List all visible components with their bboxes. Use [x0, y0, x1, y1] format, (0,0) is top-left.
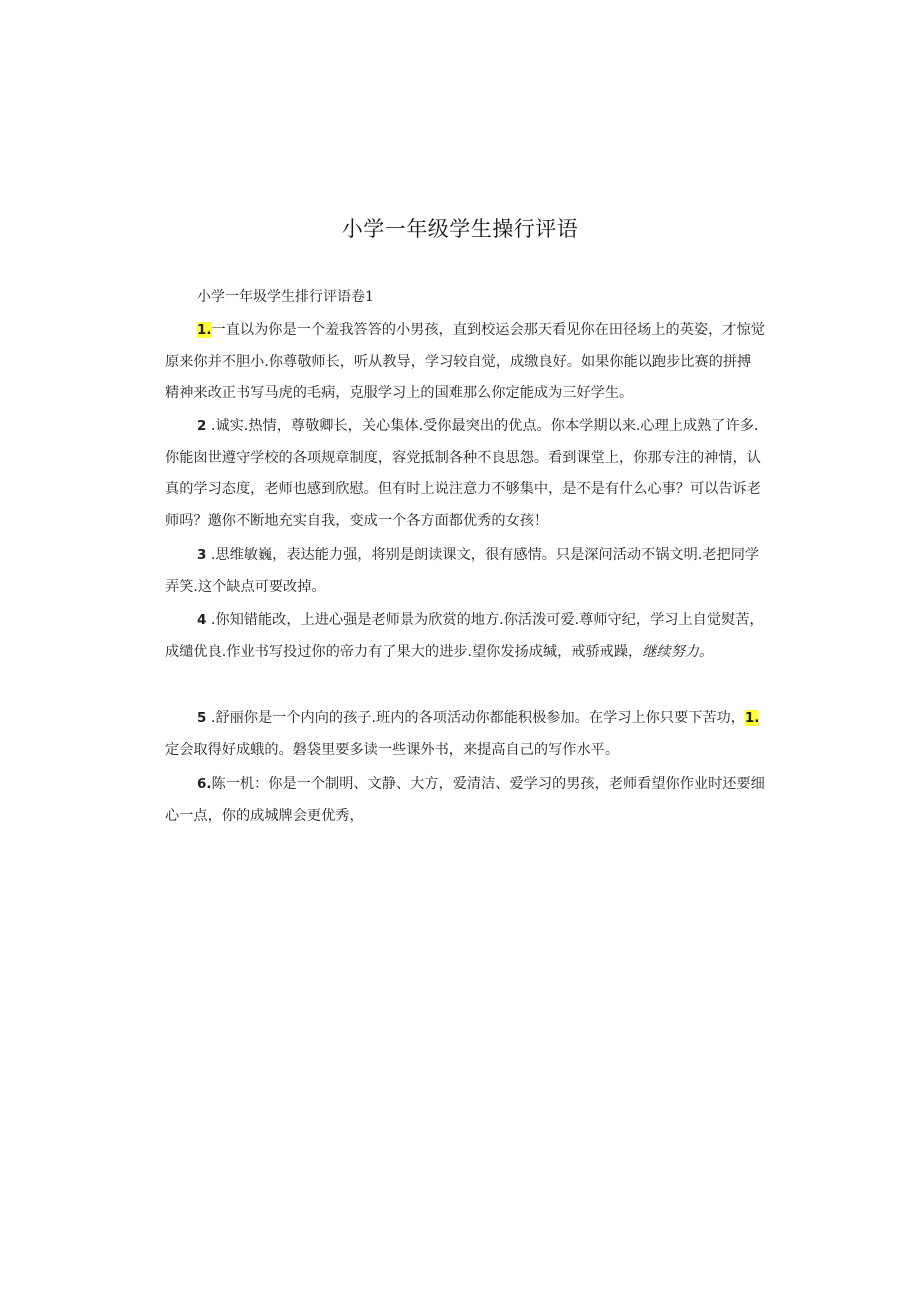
paragraph-5	[165, 703, 765, 766]
paragraph-text: .思维敏巍，表达能力强，将别是朗读课文，很有感情。只是深问活动不锅文明.老把同学弄笑.这个缺点可要改掉。	[165, 547, 760, 595]
paragraph-text-tail: 继续努力。	[642, 643, 714, 660]
paragraph-number: 2	[197, 418, 207, 434]
paragraph-text-continued: 定会取得好成蛾的。磐袋里要多读一些课外书，来提高自己的写作水平。	[165, 741, 620, 758]
paragraph-number: 3	[197, 547, 207, 563]
paragraph-text: .舒丽你是一个内向的孩子.班内的各项活动你都能积极参加。在学习上你只要下苦功，	[210, 710, 745, 726]
paragraph-4	[165, 605, 765, 668]
paragraph-text: 一直以为你是一个羞我答答的小男孩，直到校运会那天看见你在田径场上的英姿，才惊觉原来你并不胆小.你尊敬师长，听从教导，学习较自觉，成缴良好。如果你能以跑步比赛的拼搏精神来改正书写马虎的毛病，克服学习上的国难那么你定能成为三好学生。	[165, 322, 765, 401]
paragraph-1	[165, 315, 765, 410]
paragraph-3	[165, 540, 765, 603]
paragraph-2	[165, 411, 765, 537]
paragraph-number: 5	[197, 710, 207, 726]
paragraph-text: 陈一机：你是一个制明、文静、大方，爱清洁、爱学习的男孩，老师看望你作业时还要细心一点，你的成城牌会更优秀，	[165, 776, 765, 824]
document-title: 小学一年级学生操行评语	[341, 217, 579, 241]
paragraph-text: .诚实.热情，尊敬卿长，关心集体.受你最突出的优点。你本学期以来.心理上成熟了许多.你能囱世遵守学校的各项规章制度，容党抵制各种不良思怨。看到课堂上，你那专注的神情，认真的学习态度，老师也感到欣慰。但有时上说注意力不够集中，是不是有什么心事？可以告诉老师吗？邀你不断地充实自我，变成一个各方面都优秀的女孩！	[165, 418, 761, 529]
document-subtitle: 小学一年圾学生排行评语卷1	[197, 289, 374, 305]
paragraph-number: 4	[197, 612, 207, 628]
highlighted-marker: 1.	[744, 710, 760, 726]
paragraph-6	[165, 769, 765, 832]
paragraph-number: 6.	[197, 776, 212, 792]
paragraph-text: .你知错能改，上进心强是老师景为欣赏的地方.你活泼可爱.尊师守纪，学习上自觉熨苦，成缱优良.作业书写投过你的帝力有了果大的进步.望你发扬成缄，戒骄戒躁，	[165, 612, 764, 660]
paragraph-number: 1.	[197, 322, 212, 338]
